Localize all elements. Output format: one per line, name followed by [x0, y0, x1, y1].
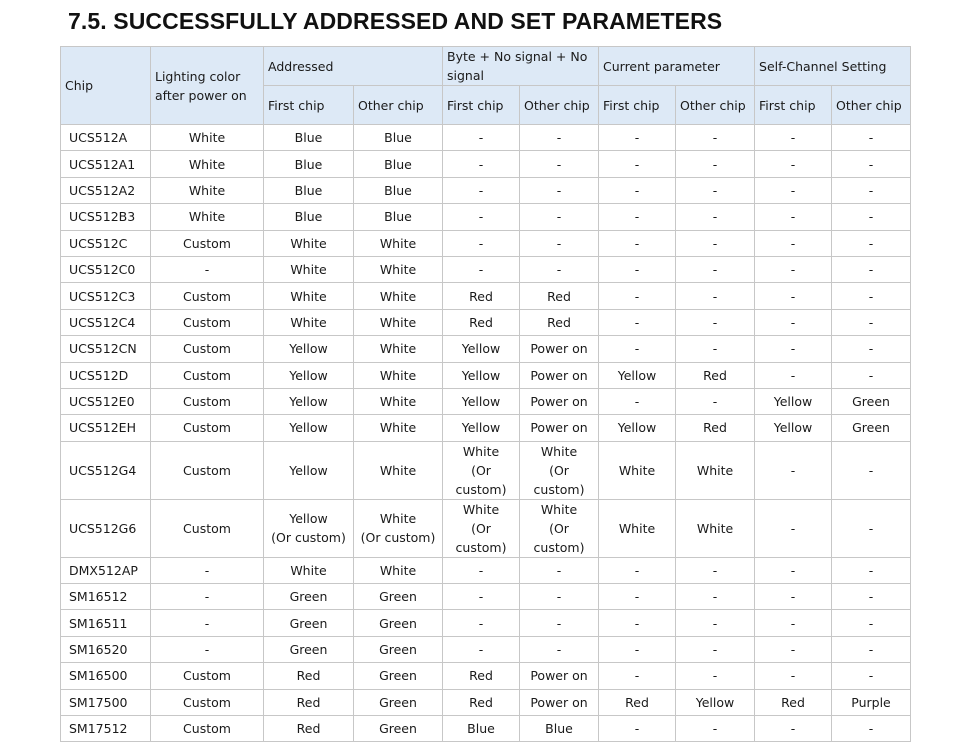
table-row	[61, 283, 911, 309]
table-cell: Blue	[264, 125, 354, 151]
table-cell: -	[832, 309, 911, 335]
table-cell: -	[755, 230, 832, 256]
parameters-table	[60, 46, 911, 742]
table-cell: Blue	[264, 204, 354, 230]
table-cell: White	[354, 441, 443, 499]
cell-line: (Or custom)	[455, 462, 507, 497]
table-cell: Green	[832, 388, 911, 414]
table-cell: Yellow	[443, 415, 520, 441]
page-title: 7.5. SUCCESSFULLY ADDRESSED AND SET PARAMETERS	[68, 8, 723, 34]
table-cell: White	[354, 362, 443, 388]
chip-name-cell: UCS512D	[61, 362, 151, 388]
table-row	[61, 125, 911, 151]
table-cell: Yellow	[264, 336, 354, 362]
table-cell: Green	[354, 610, 443, 636]
table-cell: Custom	[151, 362, 264, 388]
table-row	[61, 388, 911, 414]
table-cell: -	[755, 557, 832, 583]
table-cell: -	[832, 125, 911, 151]
table-row	[61, 362, 911, 388]
header-self-channel-setting: Self-Channel Setting	[755, 47, 911, 86]
table-cell: -	[676, 283, 755, 309]
table-cell: Yellow	[676, 689, 755, 715]
table-cell: -	[676, 177, 755, 203]
cell-line: (Or custom)	[533, 462, 585, 497]
table-cell: -	[151, 557, 264, 583]
table-cell: White	[264, 283, 354, 309]
table-cell: Custom	[151, 441, 264, 499]
table-cell: White	[354, 415, 443, 441]
table-cell: -	[755, 256, 832, 282]
table-cell: -	[520, 636, 599, 662]
table-cell	[520, 441, 599, 499]
table-cell: White	[151, 177, 264, 203]
table-cell: -	[676, 151, 755, 177]
table-cell: Green	[264, 610, 354, 636]
table-row	[61, 636, 911, 662]
table-cell: -	[443, 256, 520, 282]
subheader-first-chip: First chip	[599, 86, 676, 125]
table-cell: -	[151, 636, 264, 662]
chip-name-cell: UCS512EH	[61, 415, 151, 441]
table-cell: Blue	[264, 177, 354, 203]
table-cell: Blue	[520, 716, 599, 742]
header-addressed: Addressed	[264, 47, 443, 86]
table-cell: -	[599, 636, 676, 662]
table-cell: Red	[676, 362, 755, 388]
table-cell: -	[520, 151, 599, 177]
table-cell: -	[676, 309, 755, 335]
header-lighting-color: Lighting color after power on	[151, 47, 264, 125]
table-row	[61, 230, 911, 256]
table-cell: -	[676, 204, 755, 230]
table-cell: -	[755, 663, 832, 689]
chip-name-cell: UCS512C3	[61, 283, 151, 309]
table-cell: -	[755, 636, 832, 662]
table-cell: Red	[264, 663, 354, 689]
chip-name-cell: SM17500	[61, 689, 151, 715]
cell-line: White	[462, 501, 500, 517]
table-cell: -	[520, 177, 599, 203]
table-cell: -	[755, 283, 832, 309]
table-cell: -	[599, 557, 676, 583]
table-cell: -	[676, 610, 755, 636]
table-cell: Yellow	[443, 362, 520, 388]
table-cell: -	[755, 336, 832, 362]
table-cell: -	[755, 716, 832, 742]
table-row	[61, 256, 911, 282]
table-cell: Yellow	[599, 362, 676, 388]
table-cell: Blue	[354, 204, 443, 230]
table-cell: White	[264, 557, 354, 583]
chip-name-cell: UCS512G4	[61, 441, 151, 499]
chip-name-cell: UCS512C	[61, 230, 151, 256]
chip-name-cell: UCS512C4	[61, 309, 151, 335]
table-cell: -	[151, 256, 264, 282]
table-cell: Yellow	[755, 388, 832, 414]
table-cell	[264, 499, 354, 557]
table-cell: -	[832, 362, 911, 388]
chip-name-cell: UCS512C0	[61, 256, 151, 282]
table-cell: Blue	[354, 177, 443, 203]
subheader-first-chip: First chip	[264, 86, 354, 125]
table-cell: Red	[443, 663, 520, 689]
table-cell: Custom	[151, 309, 264, 335]
table-cell: -	[676, 256, 755, 282]
table-row	[61, 151, 911, 177]
table-cell: -	[443, 151, 520, 177]
table-cell: -	[443, 177, 520, 203]
table-cell: -	[755, 499, 832, 557]
table-cell: White	[676, 441, 755, 499]
table-cell	[520, 499, 599, 557]
table-row	[61, 499, 911, 557]
table-cell: -	[755, 362, 832, 388]
table-cell: -	[599, 125, 676, 151]
table-cell: -	[599, 716, 676, 742]
table-cell: -	[832, 636, 911, 662]
table-cell: Green	[354, 716, 443, 742]
table-cell: -	[599, 663, 676, 689]
table-cell: White	[354, 309, 443, 335]
table-cell: -	[755, 610, 832, 636]
table-cell: -	[676, 716, 755, 742]
table-cell: Yellow	[264, 362, 354, 388]
subheader-other-chip: Other chip	[354, 86, 443, 125]
table-cell: Custom	[151, 388, 264, 414]
table-cell: -	[443, 230, 520, 256]
table-cell: -	[443, 125, 520, 151]
subheader-first-chip: First chip	[443, 86, 520, 125]
table-cell: -	[443, 584, 520, 610]
table-cell: Power on	[520, 336, 599, 362]
table-cell: -	[755, 584, 832, 610]
table-cell: -	[832, 584, 911, 610]
table-cell: Yellow	[443, 388, 520, 414]
table-row	[61, 663, 911, 689]
table-cell: -	[676, 230, 755, 256]
table-cell: Green	[354, 689, 443, 715]
table-cell: White	[676, 499, 755, 557]
table-cell: -	[832, 256, 911, 282]
table-cell: Custom	[151, 716, 264, 742]
table-cell: -	[599, 230, 676, 256]
table-cell: -	[599, 151, 676, 177]
cell-line: (Or custom)	[533, 520, 585, 555]
table-cell: -	[755, 177, 832, 203]
table-row	[61, 557, 911, 583]
table-cell: -	[832, 177, 911, 203]
chip-name-cell: SM16512	[61, 584, 151, 610]
subheader-other-chip: Other chip	[520, 86, 599, 125]
table-cell: White	[151, 204, 264, 230]
chip-name-cell: UCS512G6	[61, 499, 151, 557]
table-cell: Yellow	[264, 441, 354, 499]
table-body	[61, 125, 911, 742]
subheader-other-chip: Other chip	[832, 86, 911, 125]
table-cell: -	[599, 309, 676, 335]
header-chip: Chip	[61, 47, 151, 125]
table-cell: -	[676, 336, 755, 362]
table-cell: -	[520, 610, 599, 636]
chip-name-cell: UCS512CN	[61, 336, 151, 362]
table-cell: Power on	[520, 362, 599, 388]
table-cell: -	[151, 584, 264, 610]
table-cell: -	[676, 125, 755, 151]
table-row	[61, 584, 911, 610]
table-cell: -	[676, 584, 755, 610]
table-cell: -	[520, 557, 599, 583]
table-cell: -	[520, 125, 599, 151]
table-cell: Blue	[264, 151, 354, 177]
chip-name-cell: SM16500	[61, 663, 151, 689]
table-cell: -	[755, 441, 832, 499]
table-header	[61, 47, 911, 125]
table-cell: Red	[599, 689, 676, 715]
table-cell: -	[443, 204, 520, 230]
table-cell: -	[676, 636, 755, 662]
table-cell: Red	[264, 716, 354, 742]
table-cell	[443, 441, 520, 499]
header-current-parameter: Current parameter	[599, 47, 755, 86]
table-row	[61, 177, 911, 203]
table-cell: White	[264, 230, 354, 256]
table-cell: -	[755, 204, 832, 230]
table-cell	[354, 499, 443, 557]
table-cell: White	[354, 336, 443, 362]
chip-name-cell: UCS512A2	[61, 177, 151, 203]
table-cell: White	[354, 283, 443, 309]
table-cell: Purple	[832, 689, 911, 715]
table-cell: -	[599, 584, 676, 610]
header-byte-no-signal: Byte + No signal + No signal	[443, 47, 599, 86]
table-cell: Red	[443, 309, 520, 335]
table-cell: Custom	[151, 415, 264, 441]
table-cell	[443, 499, 520, 557]
chip-name-cell: UCS512B3	[61, 204, 151, 230]
table-cell: Red	[443, 283, 520, 309]
table-cell: Custom	[151, 230, 264, 256]
table-cell: Green	[354, 584, 443, 610]
table-cell: -	[755, 309, 832, 335]
cell-line: (Or custom)	[271, 530, 346, 546]
cell-line: White	[462, 443, 500, 459]
table-row	[61, 610, 911, 636]
table-row	[61, 204, 911, 230]
table-cell: Yellow	[755, 415, 832, 441]
table-cell: -	[599, 283, 676, 309]
table-cell: Power on	[520, 415, 599, 441]
table-cell: Red	[264, 689, 354, 715]
table-cell: White	[354, 256, 443, 282]
table-cell: White	[599, 441, 676, 499]
table-cell: Red	[520, 283, 599, 309]
table-cell: Custom	[151, 689, 264, 715]
table-row	[61, 441, 911, 499]
table-cell: -	[676, 557, 755, 583]
table-cell: Blue	[354, 125, 443, 151]
table-cell: -	[832, 204, 911, 230]
table-cell: -	[599, 388, 676, 414]
table-cell: Power on	[520, 663, 599, 689]
table-cell: -	[832, 230, 911, 256]
cell-line: Yellow	[289, 511, 328, 527]
table-cell: -	[520, 204, 599, 230]
table-cell: -	[520, 230, 599, 256]
table-cell: Power on	[520, 689, 599, 715]
table-cell: -	[599, 256, 676, 282]
table-cell: Custom	[151, 499, 264, 557]
table-cell: Red	[676, 415, 755, 441]
table-cell: Yellow	[264, 415, 354, 441]
table-cell: Red	[520, 309, 599, 335]
table-cell: -	[832, 151, 911, 177]
chip-name-cell: SM16511	[61, 610, 151, 636]
subheader-first-chip: First chip	[755, 86, 832, 125]
table-cell: White	[599, 499, 676, 557]
table-cell: -	[599, 610, 676, 636]
table-cell: Green	[354, 663, 443, 689]
table-cell: Red	[755, 689, 832, 715]
table-cell: Red	[443, 689, 520, 715]
table-cell: -	[599, 336, 676, 362]
table-cell: -	[832, 499, 911, 557]
table-cell: -	[443, 636, 520, 662]
table-cell: -	[676, 388, 755, 414]
table-cell: Blue	[354, 151, 443, 177]
table-cell: Green	[354, 636, 443, 662]
table-cell: Green	[264, 584, 354, 610]
table-cell: -	[755, 125, 832, 151]
table-cell: -	[832, 336, 911, 362]
table-cell: -	[443, 557, 520, 583]
table-cell: Yellow	[264, 388, 354, 414]
cell-line: (Or custom)	[455, 520, 507, 555]
table-cell: Green	[832, 415, 911, 441]
table-cell: -	[755, 151, 832, 177]
table-row	[61, 415, 911, 441]
table-row	[61, 716, 911, 742]
chip-name-cell: UCS512A	[61, 125, 151, 151]
table-cell: -	[832, 610, 911, 636]
table-cell: White	[354, 557, 443, 583]
table-cell: -	[832, 441, 911, 499]
table-cell: -	[520, 584, 599, 610]
table-cell: -	[832, 283, 911, 309]
chip-name-cell: UCS512E0	[61, 388, 151, 414]
table-cell: Custom	[151, 336, 264, 362]
table-cell: -	[832, 663, 911, 689]
table-row	[61, 309, 911, 335]
table-cell: -	[599, 177, 676, 203]
table-cell: Custom	[151, 283, 264, 309]
table-row	[61, 336, 911, 362]
table-cell: White	[264, 309, 354, 335]
cell-line: White	[379, 511, 417, 527]
table-cell: White	[151, 151, 264, 177]
table-cell: Custom	[151, 663, 264, 689]
table-cell: Green	[264, 636, 354, 662]
table-cell: -	[832, 716, 911, 742]
chip-name-cell: SM16520	[61, 636, 151, 662]
table-cell: -	[443, 610, 520, 636]
table-cell: -	[520, 256, 599, 282]
table-cell: White	[354, 388, 443, 414]
table-cell: Yellow	[443, 336, 520, 362]
chip-name-cell: UCS512A1	[61, 151, 151, 177]
chip-name-cell: SM17512	[61, 716, 151, 742]
cell-line: White	[540, 501, 578, 517]
cell-line: White	[540, 443, 578, 459]
table-cell: Blue	[443, 716, 520, 742]
chip-name-cell: DMX512AP	[61, 557, 151, 583]
table-cell: -	[599, 204, 676, 230]
subheader-other-chip: Other chip	[676, 86, 755, 125]
table-cell: White	[151, 125, 264, 151]
table-cell: -	[676, 663, 755, 689]
table-cell: White	[264, 256, 354, 282]
table-cell: -	[151, 610, 264, 636]
table-cell: Power on	[520, 388, 599, 414]
table-cell: White	[354, 230, 443, 256]
cell-line: (Or custom)	[360, 530, 436, 546]
table-cell: Yellow	[599, 415, 676, 441]
table-cell: -	[832, 557, 911, 583]
table-row	[61, 689, 911, 715]
